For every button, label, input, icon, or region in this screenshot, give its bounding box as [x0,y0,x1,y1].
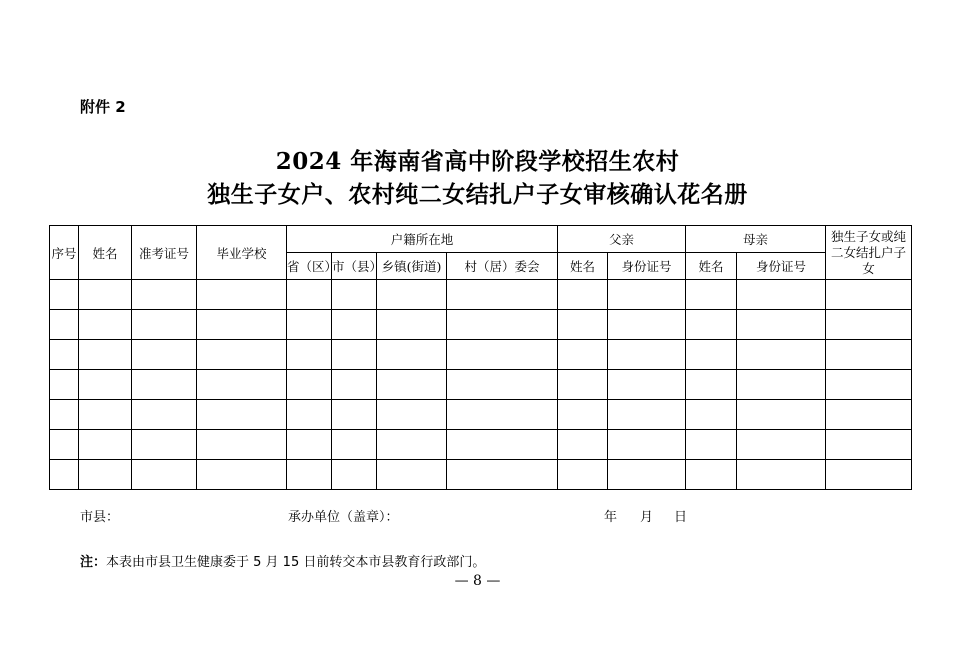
table-cell[interactable] [558,400,608,430]
note-prefix: 注： [80,555,107,570]
table-row [50,460,912,490]
table-cell[interactable] [447,340,558,370]
table-cell[interactable] [50,400,79,430]
table-cell[interactable] [287,340,332,370]
table-cell[interactable] [737,280,826,310]
page-number: — 8 — [454,573,501,589]
table-cell[interactable] [79,280,132,310]
table-cell[interactable] [608,280,686,310]
header-household: 户籍所在地 [287,226,558,253]
footer-year: 年 [604,510,618,525]
footer-county: 市县： [80,510,120,525]
table-cell[interactable] [132,340,197,370]
table-cell[interactable] [826,400,912,430]
footer-day: 日 [674,510,688,525]
table-cell[interactable] [447,430,558,460]
table-cell[interactable] [737,400,826,430]
table-cell[interactable] [377,370,447,400]
table-cell[interactable] [826,340,912,370]
table-cell[interactable] [332,430,377,460]
header-father-name: 姓名 [558,253,608,280]
table-cell[interactable] [287,370,332,400]
table-cell[interactable] [608,340,686,370]
table-cell[interactable] [377,400,447,430]
header-city: 市（县） [332,253,377,280]
table-cell[interactable] [377,340,447,370]
table-cell[interactable] [79,400,132,430]
note-text: 本表由市县卫生健康委于 5 月 15 日前转交本市县教育行政部门。 [106,555,486,570]
table-cell[interactable] [558,460,608,490]
table-cell[interactable] [79,430,132,460]
table-cell[interactable] [50,340,79,370]
table-cell[interactable] [197,280,287,310]
header-father-id: 身份证号 [608,253,686,280]
table-cell[interactable] [377,460,447,490]
header-mother-name: 姓名 [686,253,737,280]
table-cell[interactable] [686,460,737,490]
table-cell[interactable] [50,430,79,460]
table-cell[interactable] [826,370,912,400]
table-row [50,370,912,400]
table-cell[interactable] [79,460,132,490]
footer-unit: 承办单位（盖章）： [288,510,399,525]
table-cell[interactable] [686,370,737,400]
table-cell[interactable] [287,430,332,460]
table-cell[interactable] [332,310,377,340]
table-cell[interactable] [826,280,912,310]
table-cell[interactable] [197,400,287,430]
table-cell[interactable] [197,310,287,340]
table-cell[interactable] [737,460,826,490]
table-cell[interactable] [826,430,912,460]
table-cell[interactable] [558,430,608,460]
table-cell[interactable] [737,370,826,400]
roster-table [49,225,912,490]
table-cell[interactable] [332,460,377,490]
table-cell[interactable] [686,340,737,370]
table-cell[interactable] [447,370,558,400]
table-row [50,430,912,460]
table-cell[interactable] [79,340,132,370]
header-village: 村（居）委会 [447,253,558,280]
table-cell[interactable] [79,310,132,340]
header-town: 乡镇(街道) [377,253,447,280]
header-mother-id: 身份证号 [737,253,826,280]
table-cell[interactable] [558,280,608,310]
table-cell[interactable] [737,340,826,370]
table-cell[interactable] [608,460,686,490]
table-cell[interactable] [132,460,197,490]
table-cell[interactable] [132,430,197,460]
table-cell[interactable] [558,340,608,370]
table-cell[interactable] [132,280,197,310]
table-cell[interactable] [737,310,826,340]
table-cell[interactable] [447,400,558,430]
table-cell[interactable] [686,400,737,430]
table-cell[interactable] [447,310,558,340]
table-cell[interactable] [686,280,737,310]
table-cell[interactable] [197,370,287,400]
header-seq: 序号 [50,226,79,280]
table-cell[interactable] [132,310,197,340]
title-line-1: 2024 年海南省高中阶段学校招生农村 [275,148,680,175]
table-cell[interactable] [447,460,558,490]
table-cell[interactable] [50,310,79,340]
header-province: 省（区） [287,253,332,280]
note [80,551,485,570]
table-cell[interactable] [50,460,79,490]
table-cell[interactable] [287,310,332,340]
table-cell[interactable] [287,280,332,310]
table-cell[interactable] [608,400,686,430]
roster-body [50,280,912,490]
table-cell[interactable] [686,430,737,460]
table-cell[interactable] [197,340,287,370]
header-exam-id: 准考证号 [132,226,197,280]
table-cell[interactable] [132,370,197,400]
table-cell[interactable] [686,310,737,340]
table-cell[interactable] [737,430,826,460]
table-cell[interactable] [79,370,132,400]
table-row [50,310,912,340]
table-cell[interactable] [332,400,377,430]
title-line-2: 独生子女户、农村纯二女结扎户子女审核确认花名册 [207,181,748,208]
header-category: 独生子女或纯二女结扎户子女 [826,226,912,280]
table-cell[interactable] [447,280,558,310]
table-cell[interactable] [332,280,377,310]
table-cell[interactable] [50,280,79,310]
table-cell[interactable] [377,310,447,340]
table-cell[interactable] [608,310,686,340]
table-cell[interactable] [558,370,608,400]
table-cell[interactable] [197,460,287,490]
header-father: 父亲 [558,226,686,253]
table-row [50,280,912,310]
table-cell[interactable] [826,460,912,490]
footer-month: 月 [640,510,654,525]
table-cell[interactable] [132,400,197,430]
table-cell[interactable] [197,430,287,460]
table-cell[interactable] [332,370,377,400]
table-cell[interactable] [287,400,332,430]
header-mother: 母亲 [686,226,826,253]
table-cell[interactable] [377,280,447,310]
table-cell[interactable] [287,460,332,490]
attachment-label: 附件 2 [80,98,126,116]
table-cell[interactable] [558,310,608,340]
table-cell[interactable] [377,430,447,460]
table-cell[interactable] [608,370,686,400]
table-row [50,400,912,430]
table-cell[interactable] [332,340,377,370]
table-cell[interactable] [608,430,686,460]
table-cell[interactable] [50,370,79,400]
header-name: 姓名 [79,226,132,280]
header-school: 毕业学校 [197,226,287,280]
table-cell[interactable] [826,310,912,340]
table-row [50,340,912,370]
